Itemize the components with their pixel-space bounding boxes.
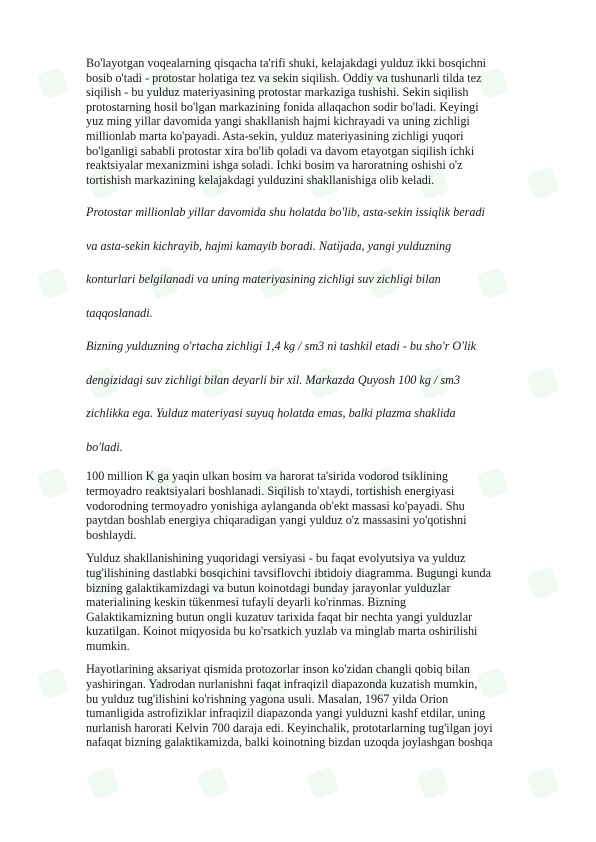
watermark-mark xyxy=(306,766,339,799)
watermark-mark xyxy=(36,666,69,699)
document-page xyxy=(86,56,546,759)
watermark-mark xyxy=(36,466,69,499)
watermark-mark xyxy=(416,766,449,799)
paragraph-3: Bizning yulduzning o'rtacha zichligi 1,4 kg / sm3 ni tashkil etadi - bu sho'r O'lik dengizidagi suv zichligi bilan deyarli bir xil. Markazda Quyosh 100 kg / sm3 zichlikka ega. Yulduz materiyasi suyuq holatda emas, balki plazma shaklida bo'ladi. xyxy=(86,339,477,454)
watermark-mark xyxy=(36,266,69,299)
watermark-mark xyxy=(196,766,229,799)
watermark-mark xyxy=(36,66,69,99)
paragraph-2: Protostar millionlab yillar davomida shu holatda bo'lib, asta-sekin issiqlik beradi va asta-sekin kichrayib, hajmi kamayib boradi. Natijada, yangi yulduzning konturlari belgilanadi va uning materiyasining zichligi suv zichligi bilan taqqoslanadi. xyxy=(86,205,485,320)
watermark-mark xyxy=(86,766,119,799)
paragraph-4: 100 million K ga yaqin ulkan bosim va harorat ta'sirida vodorod tsiklining termoyadro reaktsiyalari boshlanadi. Siqilish to'xtaydi, tortishish energiyasi vodorodning termoyadro yonishiga aylanganda ob'ekt massasi ko'payadi. Shu paytdan boshlab energiya chiqaradigan yangi yulduz o'z massasini yo'qotishni boshlaydi. xyxy=(86,469,467,542)
paragraph-1: Bo'layotgan voqealarning qisqacha ta'rifi shuki, kelajakdagi yulduz ikki bosqichni bosib o'tadi - protostar holatiga tez va sekin siqilish. Oddiy va tushunarli tilda tez siqilish - bu yulduz materiyasining protostar markaziga tushishi. Sekin siqilish protostarning hosil bo'lgan markazining fonida allaqachon sodir bo'ladi. Keyingi yuz ming yillar davomida yangi shakllanish hajmi kichrayadi va uning zichligi millionlab marta ko'payadi. Asta-sekin, yulduz materiyasining zichligi yuqori bo'lganligi sababli protostar xira bo'lib qoladi va davom etayotgan siqilish ichki reaktsiyalar mexanizmini ishga soladi. Ichki bosim va haroratning oshishi o'z tortishish markazining kelajakdagi yulduzini shakllanishiga olib keladi. xyxy=(86,56,487,187)
paragraph-5: Yulduz shakllanishining yuqoridagi versiyasi - bu faqat evolyutsiya va yulduz tug'ilishining dastlabki bosqichini tavsiflovchi ibtidoiy diagramma. Bugungi kunda bizning galaktikamizdagi va butun koinotdagi bunday jarayonlar yulduzlar materialining keskin tükenmesi tufayli deyarli ko'rinmas. Bizning Galaktikamizning butun ongli kuzatuv tarixida faqat bir nechta yangi yulduzlar kuzatilgan. Koinot miqyosida bu ko'rsatkich yuzlab va minglab marta oshirilishi mumkin. xyxy=(86,551,492,653)
watermark-mark xyxy=(526,766,559,799)
paragraph-6: Hayotlarining aksariyat qismida protozorlar inson ko'zidan changli qobiq bilan yashiringan. Yadrodan nurlanishni faqat infraqizil diapazonda kuzatish mumkin, bu yulduz tug'ilishini ko'rishning yagona usuli. Masalan, 1967 yilda Orion tumanligida astrofiziklar infraqizil diapazonda yangi yulduzni kashf etdilar, uning nurlanish harorati Kelvin 700 daraja edi. Keyinchalik, prototarlarning tug'ilgan joyi nafaqat bizning galaktikamizda, balki koinotning bizdan uzoqda joylashgan boshqa xyxy=(86,662,493,750)
